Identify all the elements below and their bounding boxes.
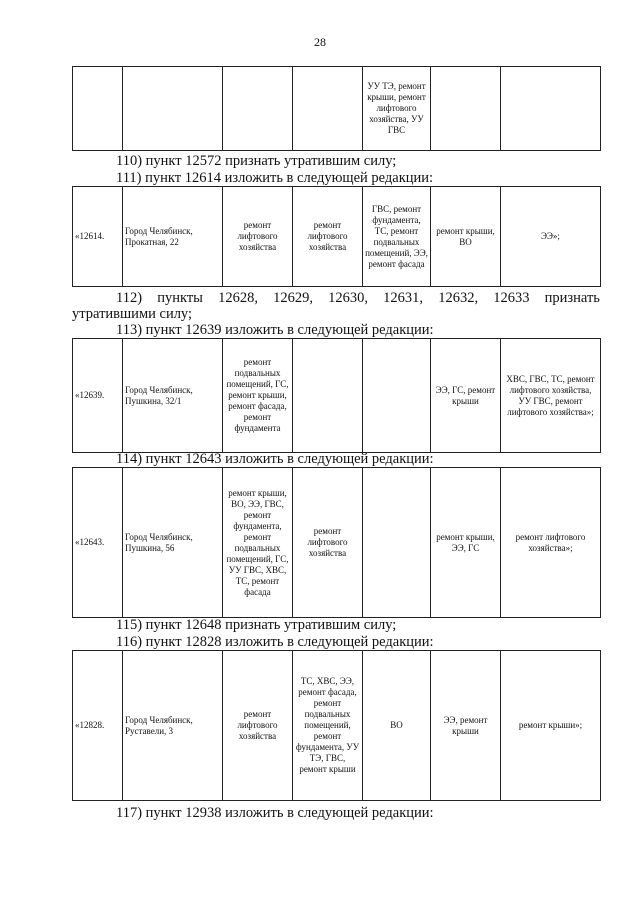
table-fragment-top <box>72 66 601 151</box>
paragraph-114: 114) пункт 12643 изложить в следующей редакции: <box>116 451 434 467</box>
table-row <box>73 468 601 618</box>
table-row <box>73 187 601 287</box>
table-row <box>73 339 601 453</box>
cell-col4: ремонт лифтового хозяйства <box>293 187 363 287</box>
cell-col4: ремонт лифтового хозяйства <box>293 468 363 618</box>
word: пункты <box>157 290 203 306</box>
cell-number: «12643. <box>73 468 123 618</box>
cell-address: Город Челябинск, Прокатная, 22 <box>123 187 223 287</box>
word: 12633 <box>493 290 530 306</box>
cell-col6: ремонт крыши, ВО <box>431 187 501 287</box>
table-12614 <box>72 186 601 287</box>
paragraph-117: 117) пункт 12938 изложить в следующей редакции: <box>116 805 434 821</box>
cell-address: Город Челябинск, Руставели, 3 <box>123 651 223 801</box>
table-row <box>73 67 601 151</box>
cell-col7: ремонт крыши»; <box>501 651 601 801</box>
cell-col3: ремонт подвальных помещений, ГС, ремонт крыши, ремонт фасада, ремонт фундамента <box>223 339 293 453</box>
cell-col6 <box>431 67 501 151</box>
cell-address <box>123 67 223 151</box>
word: признать <box>544 290 600 306</box>
table-12639 <box>72 338 601 453</box>
cell-col6: ЭЭ, ГС, ремонт крыши <box>431 339 501 453</box>
cell-col6: ЭЭ, ремонт крыши <box>431 651 501 801</box>
cell-col7 <box>501 67 601 151</box>
page-number: 28 <box>314 35 326 49</box>
cell-col5: УУ ТЭ, ремонт крыши, ремонт лифтового хозяйства, УУ ГВС <box>363 67 431 151</box>
paragraph-111: 111) пункт 12614 изложить в следующей редакции: <box>116 170 434 186</box>
cell-col7: ЭЭ»; <box>501 187 601 287</box>
table-12828 <box>72 650 601 801</box>
paragraph-116: 116) пункт 12828 изложить в следующей редакции: <box>116 634 434 650</box>
word: 12631, <box>383 290 424 306</box>
table-row <box>73 651 601 801</box>
cell-col3: ремонт лифтового хозяйства <box>223 651 293 801</box>
word: 12629, <box>273 290 313 306</box>
cell-address: Город Челябинск, Пушкина, 56 <box>123 468 223 618</box>
cell-col7: ХВС, ГВС, ТС, ремонт лифтового хозяйства, УУ ГВС, ремонт лифтового хозяйства»; <box>501 339 601 453</box>
cell-col4: ТС, ХВС, ЭЭ, ремонт фасада, ремонт подвальных помещений, ремонт фундамента, УУ ТЭ, ГВС, ремонт крыши <box>293 651 363 801</box>
cell-col6: ремонт крыши, ЭЭ, ГС <box>431 468 501 618</box>
cell-number <box>73 67 123 151</box>
cell-col5: ГВС, ремонт фундамента, ТС, ремонт подвальных помещений, ЭЭ, ремонт фасада <box>363 187 431 287</box>
cell-col5 <box>363 468 431 618</box>
cell-col5 <box>363 339 431 453</box>
paragraph-115: 115) пункт 12648 признать утратившим силу; <box>116 617 397 633</box>
paragraph-110: 110) пункт 12572 признать утратившим силу; <box>116 153 397 169</box>
word: 12630, <box>328 290 368 306</box>
cell-number: «12828. <box>73 651 123 801</box>
word: 112) <box>116 290 143 306</box>
paragraph-112 <box>116 290 600 306</box>
cell-col5: ВО <box>363 651 431 801</box>
cell-address: Город Челябинск, Пушкина, 32/1 <box>123 339 223 453</box>
cell-number: «12614. <box>73 187 123 287</box>
word: 12632, <box>438 290 479 306</box>
cell-col4 <box>293 339 363 453</box>
paragraph-112-continuation: утратившими силу; <box>72 306 193 322</box>
cell-col3: ремонт лифтового хозяйства <box>223 187 293 287</box>
cell-number: «12639. <box>73 339 123 453</box>
cell-col3 <box>223 67 293 151</box>
cell-col3: ремонт крыши, ВО, ЭЭ, ГВС, ремонт фундамента, ремонт подвальных помещений, ГС, УУ ГВС, ХВС, ТС, ремонт фасада <box>223 468 293 618</box>
table-12643 <box>72 467 601 618</box>
cell-col7: ремонт лифтового хозяйства»; <box>501 468 601 618</box>
word: 12628, <box>218 290 258 306</box>
paragraph-113: 113) пункт 12639 изложить в следующей редакции: <box>116 322 434 338</box>
cell-col4 <box>293 67 363 151</box>
